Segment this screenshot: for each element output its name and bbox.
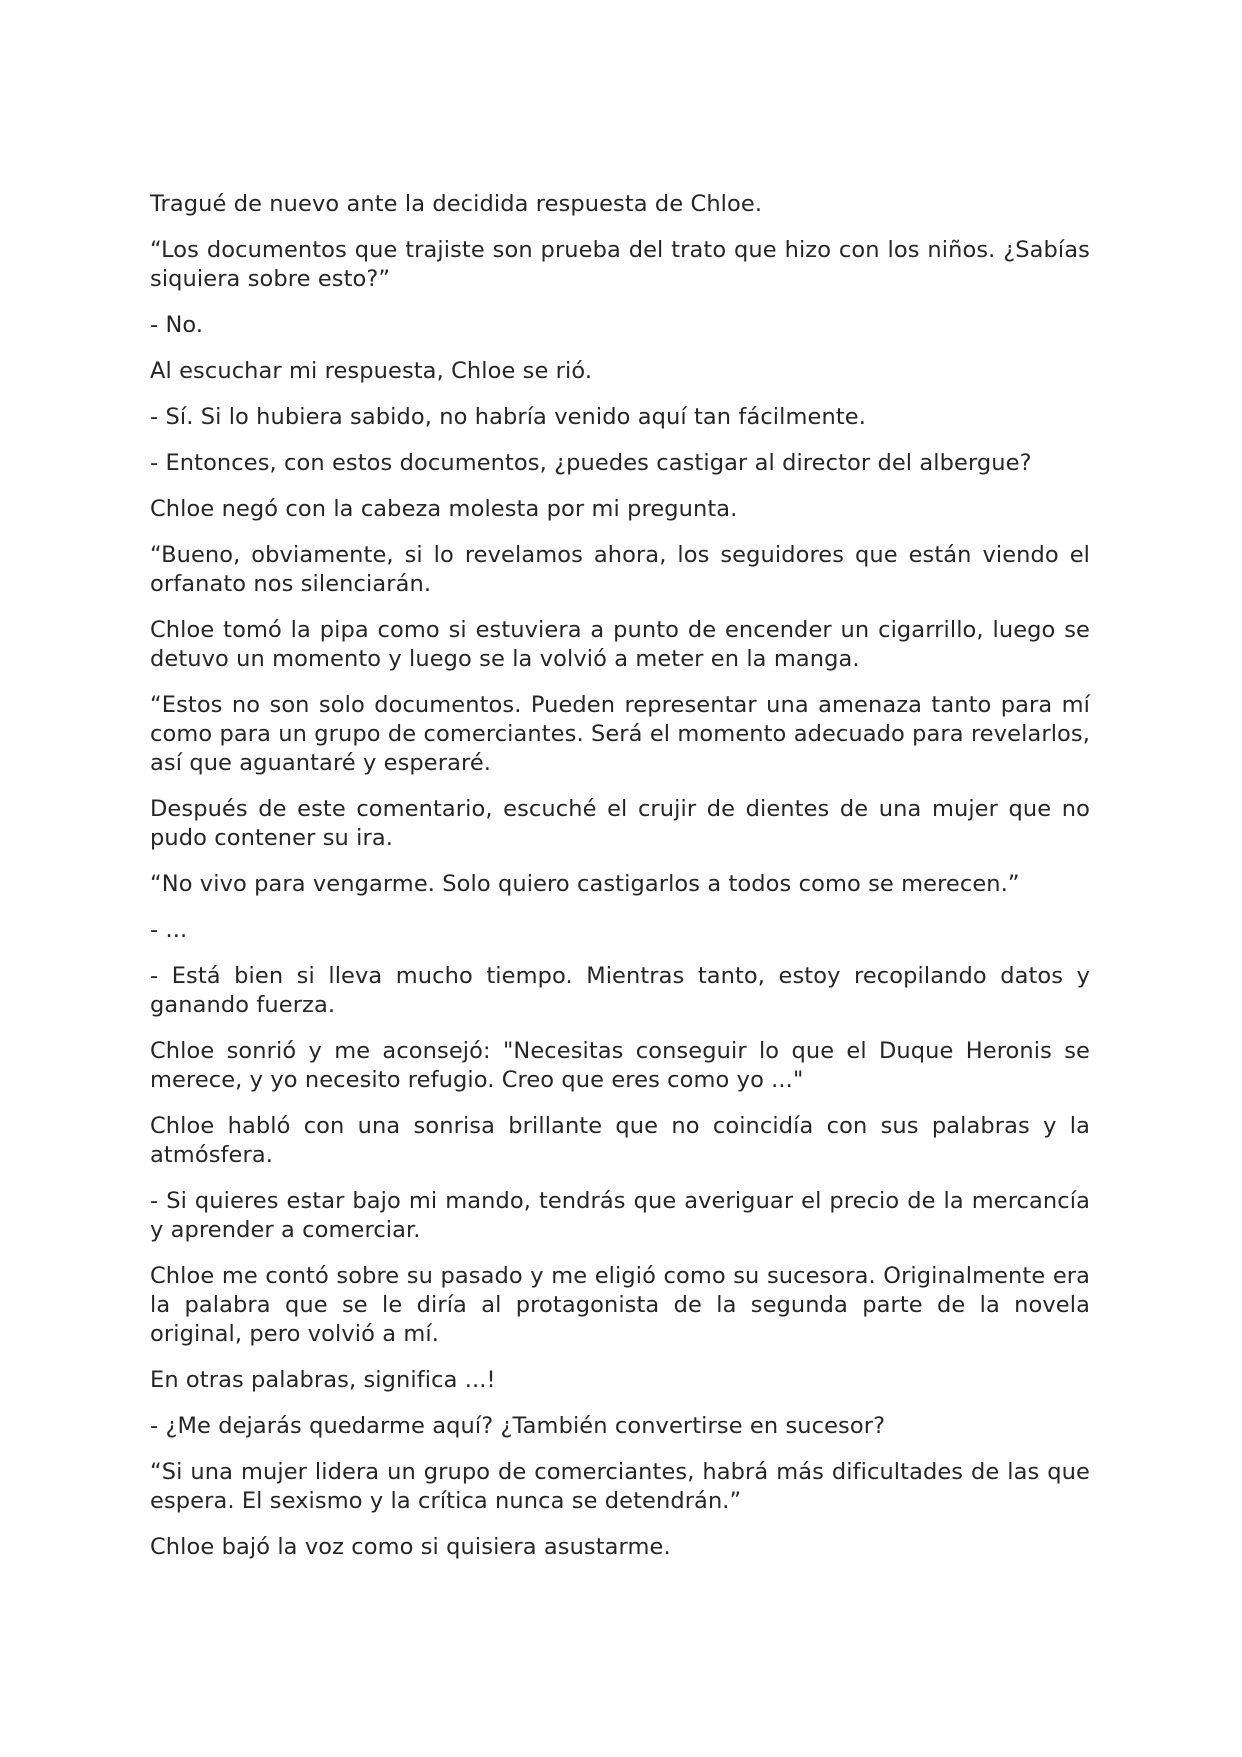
paragraph: Chloe me contó sobre su pasado y me eligió como su sucesora. Originalmente era la palabra que se le diría al protagonista de la segunda parte de la novela original, pero volvió a mí. xyxy=(150,1263,1090,1347)
paragraph: “Estos no son solo documentos. Pueden representar una amenaza tanto para mí como para un grupo de comerciantes. Será el momento adecuado para revelarlos, así que aguantaré y esperaré. xyxy=(150,692,1090,776)
paragraph: - ... xyxy=(150,917,188,943)
paragraph: - ¿Me dejarás quedarme aquí? ¿También convertirse en sucesor? xyxy=(150,1413,886,1439)
paragraph: Después de este comentario, escuché el crujir de dientes de una mujer que no pudo contener su ira. xyxy=(150,796,1090,851)
paragraph: Al escuchar mi respuesta, Chloe se rió. xyxy=(150,358,593,384)
paragraph: “No vivo para vengarme. Solo quiero castigarlos a todos como se merecen.” xyxy=(150,871,1020,897)
paragraph: - No. xyxy=(150,312,204,338)
paragraph: Chloe bajó la voz como si quisiera asustarme. xyxy=(150,1534,671,1560)
paragraph: Tragué de nuevo ante la decidida respuesta de Chloe. xyxy=(150,191,763,217)
paragraph: - Sí. Si lo hubiera sabido, no habría venido aquí tan fácilmente. xyxy=(150,404,866,430)
paragraph: En otras palabras, significa ...! xyxy=(150,1367,496,1393)
paragraph: “Bueno, obviamente, si lo revelamos ahora, los seguidores que están viendo el orfanato nos silenciarán. xyxy=(150,542,1090,597)
document-body xyxy=(150,190,1090,1579)
paragraph: Chloe habló con una sonrisa brillante que no coincidía con sus palabras y la atmósfera. xyxy=(150,1113,1090,1168)
paragraph: Chloe negó con la cabeza molesta por mi pregunta. xyxy=(150,496,738,522)
paragraph: Chloe tomó la pipa como si estuviera a punto de encender un cigarrillo, luego se detuvo un momento y luego se la volvió a meter en la manga. xyxy=(150,617,1090,672)
paragraph: - Si quieres estar bajo mi mando, tendrás que averiguar el precio de la mercancía y aprender a comerciar. xyxy=(150,1188,1090,1243)
paragraph: “Si una mujer lidera un grupo de comerciantes, habrá más dificultades de las que espera. El sexismo y la crítica nunca se detendrán.” xyxy=(150,1459,1090,1514)
paragraph: “Los documentos que trajiste son prueba del trato que hizo con los niños. ¿Sabías siquiera sobre esto?” xyxy=(150,237,1090,292)
paragraph: - Entonces, con estos documentos, ¿puedes castigar al director del albergue? xyxy=(150,450,1032,476)
paragraph: - Está bien si lleva mucho tiempo. Mientras tanto, estoy recopilando datos y ganando fuerza. xyxy=(150,963,1090,1018)
paragraph: Chloe sonrió y me aconsejó: "Necesitas conseguir lo que el Duque Heronis se merece, y yo necesito refugio. Creo que eres como yo ..." xyxy=(150,1038,1090,1093)
